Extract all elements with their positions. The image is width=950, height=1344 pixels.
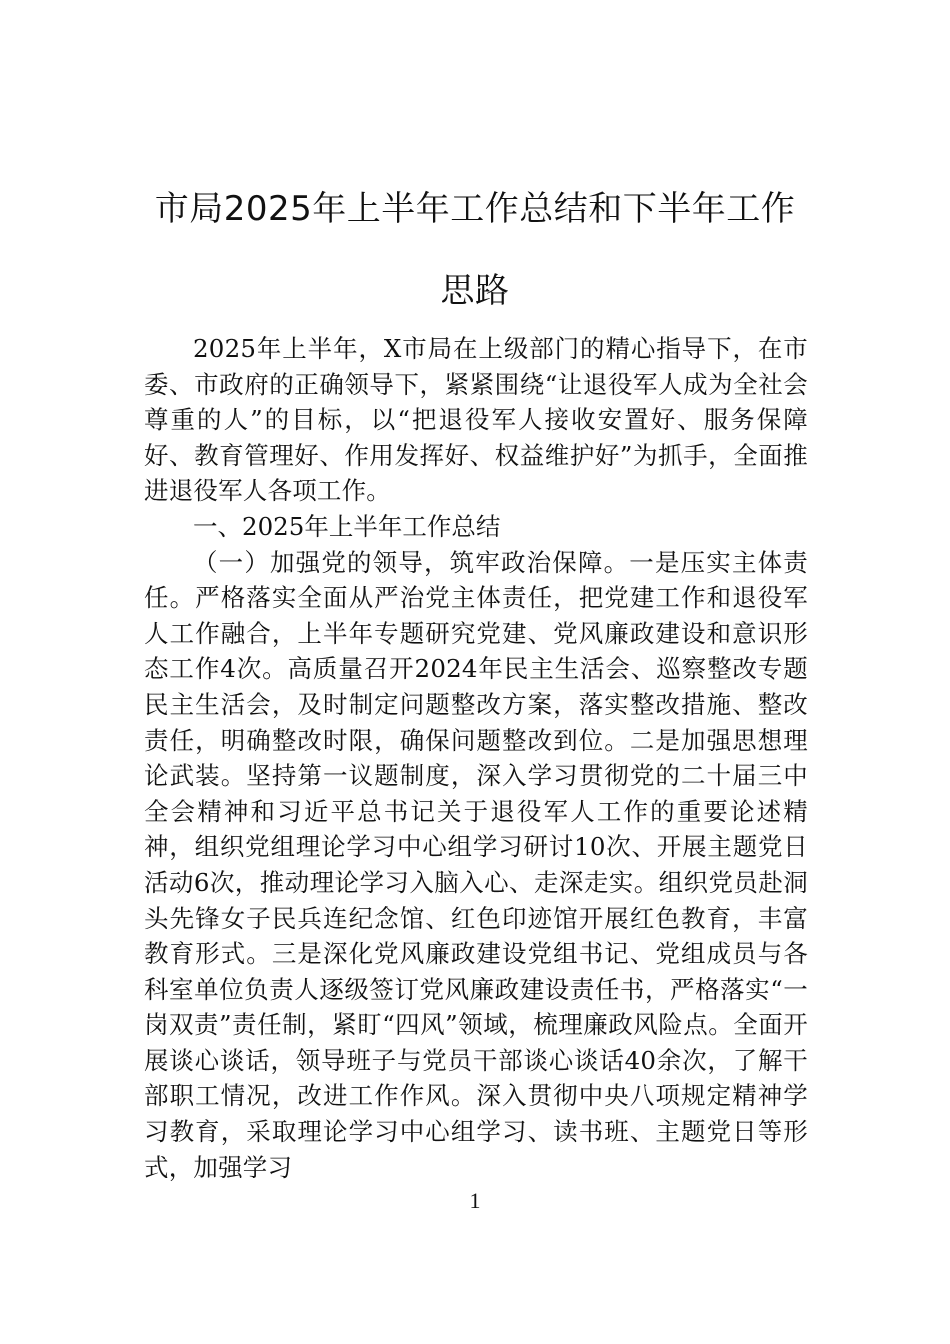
section-paragraph: （一）加强党的领导，筑牢政治保障。一是压实主体责任。严格落实全面从严治党主体责任，把党建工作和退役军人工作融合，上半年专题研究党建、党风廉政建设和意识形态工作4次。高质量召开2024年民主生活会、巡察整改专题民主生活会，及时制定问题整改方案，落实整改措施、整改责任，明确整改时限，确保问题整改到位。二是加强思想理论武装。坚持第一议题制度，深入学习贯彻党的二十届三中全会精神和习近平总书记关于退役军人工作的重要论述精神，组织党组理论学习中心组学习研讨10次、开展主题党日活动6次，推动理论学习入脑入心、走深走实。组织党员赴洞头先锋女子民兵连纪念馆、红色印迹馆开展红色教育，丰富教育形式。三是深化党风廉政建设党组书记、党组成员与各科室单位负责人逐级签订党风廉政建设责任书，严格落实“一岗双责”责任制，紧盯“四风”领域，梳理廉政风险点。全面开展谈心谈话，领导班子与党员干部谈心谈话40余次，了解干部职工情况，改进工作作风。深入贯彻中央八项规定精神学习教育，采取理论学习中心组学习、读书班、主题党日等形式，加强学习 [144,547,808,1182]
document-title [120,168,830,332]
intro-paragraph: 2025年上半年，X市局在上级部门的精心指导下，在市委、市政府的正确领导下，紧紧围绕“让退役军人成为全社会尊重的人”的目标，以“把退役军人接收安置好、服务保障好、教育管理好、作用发挥好、权益维护好”为抓手，全面推进退役军人各项工作。 [144,334,808,506]
title-line-1: 市局2025年上半年工作总结和下半年工作 [154,189,796,229]
document-body [144,331,808,1185]
section-heading: 一、2025年上半年工作总结 [193,511,501,541]
page-number: 1 [469,1188,481,1213]
title-line-2: 思路 [440,271,510,311]
